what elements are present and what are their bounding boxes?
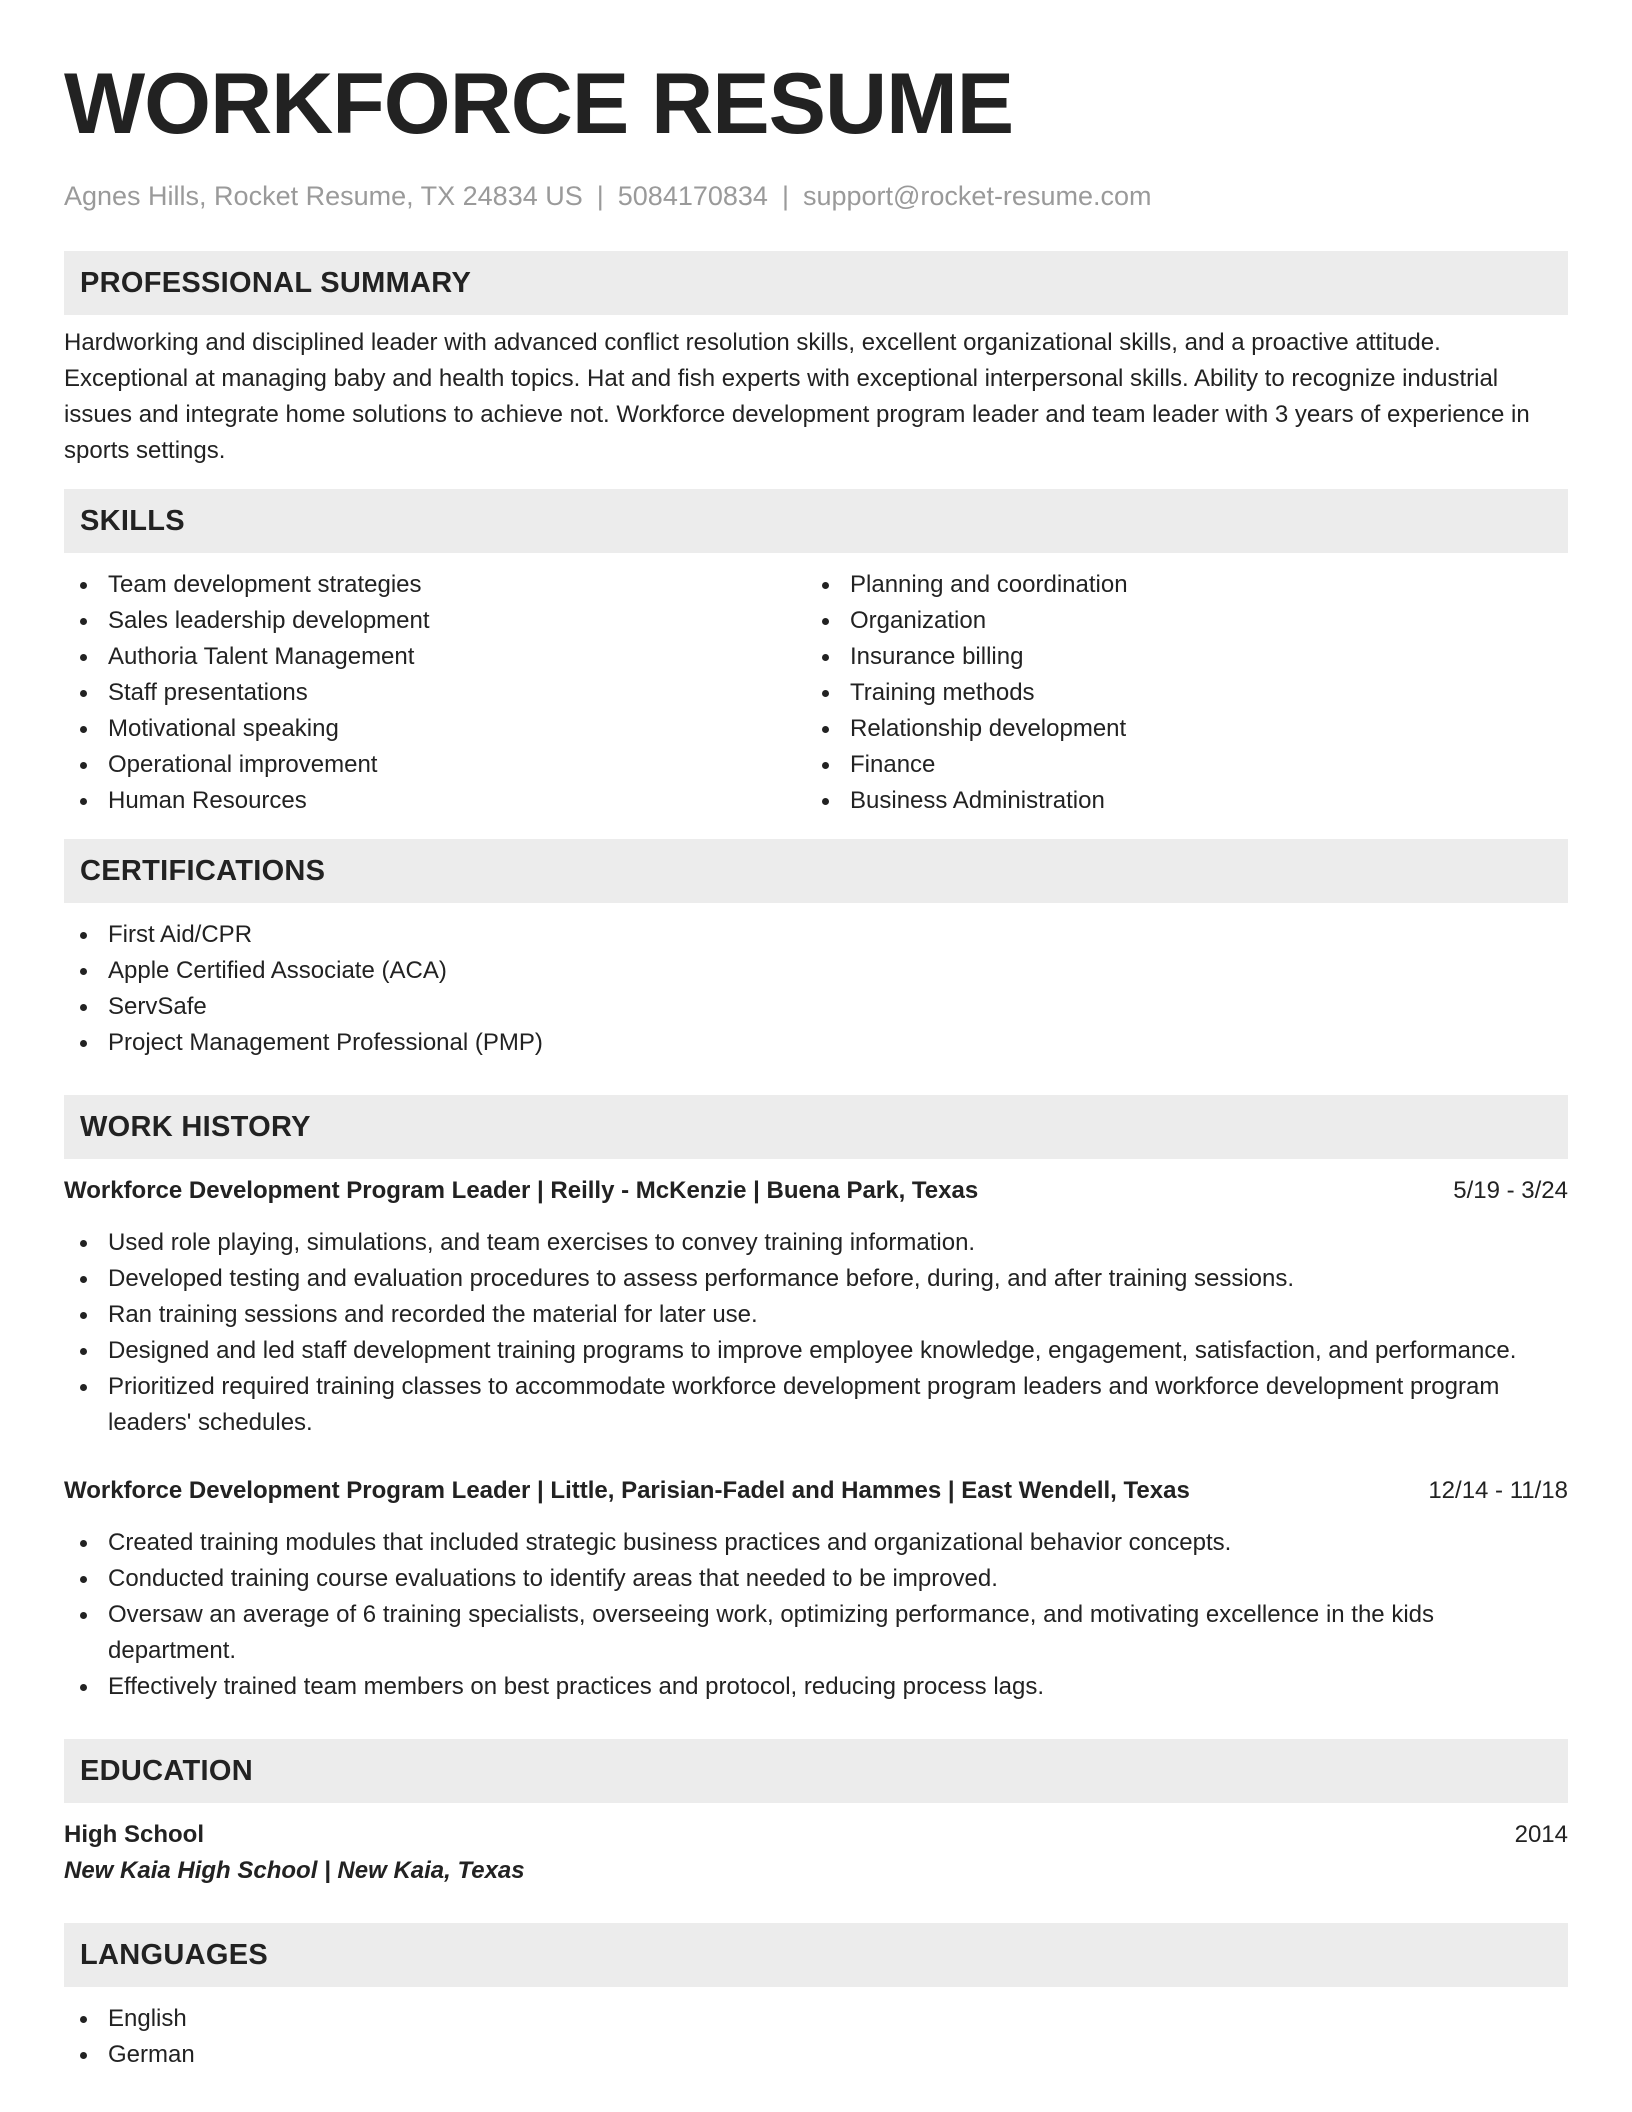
job-bullet: Developed testing and evaluation procedures to assess performance before, during, and after training sessions. [64, 1261, 1568, 1297]
resume-name: WORKFORCE RESUME [64, 56, 1014, 152]
skill-item: Motivational speaking [64, 711, 806, 747]
languages-heading: LANGUAGES [64, 1923, 1568, 1987]
job-bullet: Oversaw an average of 6 training specialists, overseeing work, optimizing performance, and motivating excellence in the kids department. [64, 1597, 1568, 1669]
education-degree: High School [64, 1821, 204, 1848]
education-school: New Kaia High School | New Kaia, Texas [64, 1857, 525, 1884]
summary-heading: PROFESSIONAL SUMMARY [64, 251, 1568, 315]
education-year: 2014 [1514, 1821, 1568, 1848]
education-header [64, 1817, 1568, 1853]
contact-line [64, 179, 1568, 213]
skill-item: Team development strategies [64, 567, 806, 603]
certification-item: Project Management Professional (PMP) [64, 1025, 1568, 1061]
job-dates: 12/14 - 11/18 [1428, 1477, 1568, 1504]
skills-heading: SKILLS [64, 489, 1568, 553]
job-bullet: Conducted training course evaluations to identify areas that needed to be improved. [64, 1561, 1568, 1597]
languages-list [64, 2001, 1568, 2073]
job-bullet: Effectively trained team members on best practices and protocol, reducing process lags. [64, 1669, 1568, 1705]
job-bullet: Used role playing, simulations, and team exercises to convey training information. [64, 1225, 1568, 1261]
contact-address: Agnes Hills, Rocket Resume, TX 24834 US [64, 181, 583, 211]
skill-item: Organization [806, 603, 1548, 639]
skills-list-right [806, 567, 1548, 819]
skill-item: Finance [806, 747, 1548, 783]
contact-email: support@rocket-resume.com [802, 181, 1152, 211]
job-bullets [64, 1525, 1568, 1705]
job-bullet: Created training modules that included strategic business practices and organizational behavior concepts. [64, 1525, 1568, 1561]
job-header [64, 1473, 1568, 1509]
skills-list-left [64, 567, 806, 819]
job-title: Workforce Development Program Leader | Little, Parisian-Fadel and Hammes | East Wendell, Texas [64, 1477, 1190, 1504]
skills-grid [64, 567, 1568, 819]
skill-item: Business Administration [806, 783, 1548, 819]
job-entry [64, 1173, 1568, 1441]
contact-separator: | [781, 181, 789, 211]
contact-separator: | [596, 181, 604, 211]
job-header [64, 1173, 1568, 1209]
language-item: English [64, 2001, 1568, 2037]
job-title: Workforce Development Program Leader | Reilly - McKenzie | Buena Park, Texas [64, 1177, 979, 1204]
skill-item: Planning and coordination [806, 567, 1548, 603]
skill-item: Authoria Talent Management [64, 639, 806, 675]
skill-item: Staff presentations [64, 675, 806, 711]
skill-item: Operational improvement [64, 747, 806, 783]
skill-item: Insurance billing [806, 639, 1548, 675]
skill-item: Relationship development [806, 711, 1548, 747]
certification-item: Apple Certified Associate (ACA) [64, 953, 1568, 989]
skill-item: Sales leadership development [64, 603, 806, 639]
job-entry [64, 1473, 1568, 1705]
resume-page [64, 58, 1568, 2073]
summary-text: Hardworking and disciplined leader with advanced conflict resolution skills, excellent organizational skills, and a proactive attitude. Exceptional at managing baby and health topics. Hat and fish experts with exceptional interpersonal skills. Ability to recognize industrial issues and integrate home solutions to achieve not. Workforce development program leader and team leader with 3 years of experience in sports settings. [64, 329, 1530, 464]
job-bullets [64, 1225, 1568, 1441]
education-heading: EDUCATION [64, 1739, 1568, 1803]
work-history-heading: WORK HISTORY [64, 1095, 1568, 1159]
skill-item: Training methods [806, 675, 1548, 711]
certifications-heading: CERTIFICATIONS [64, 839, 1568, 903]
certifications-list [64, 917, 1568, 1061]
job-bullet: Designed and led staff development training programs to improve employee knowledge, engagement, satisfaction, and performance. [64, 1333, 1568, 1369]
certification-item: ServSafe [64, 989, 1568, 1025]
contact-phone: 5084170834 [617, 181, 768, 211]
language-item: German [64, 2037, 1568, 2073]
skill-item: Human Resources [64, 783, 806, 819]
job-bullet: Prioritized required training classes to accommodate workforce development program leaders and workforce development program leaders' schedules. [64, 1369, 1568, 1441]
certification-item: First Aid/CPR [64, 917, 1568, 953]
job-dates: 5/19 - 3/24 [1453, 1177, 1568, 1204]
job-bullet: Ran training sessions and recorded the material for later use. [64, 1297, 1568, 1333]
